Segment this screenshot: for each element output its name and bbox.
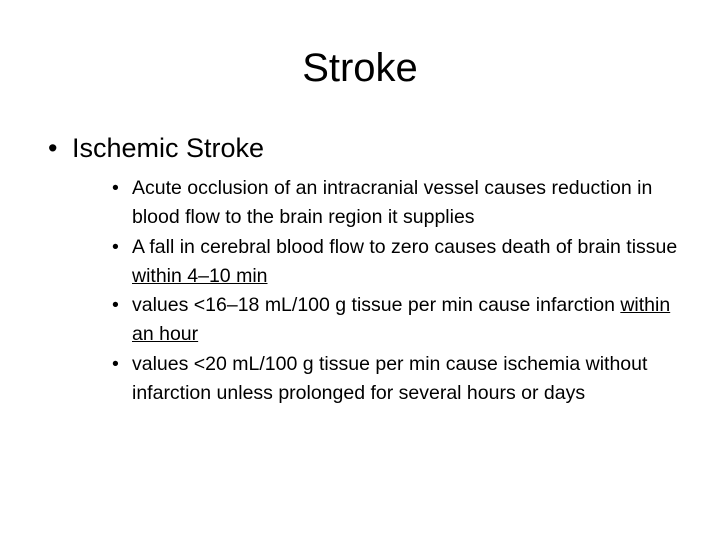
sub-bullet-item (112, 233, 692, 292)
sub-bullet-item (112, 174, 692, 233)
sub-bullet-text: values <16–18 mL/100 g tissue per min cause infarction (132, 294, 621, 317)
bullet-icon: • (112, 235, 119, 258)
sub-bullet-text: values <20 mL/100 g tissue per min cause ischemia without infarction unless prolonged for several hours or days (132, 352, 648, 405)
sub-bullet-text: A fall in cerebral blood flow to zero causes death of brain tissue (132, 235, 678, 258)
sub-bullet-item (112, 350, 692, 409)
sub-bullet-text: Acute occlusion of an intracranial vessel causes reduction in blood flow to the brain region it supplies (132, 177, 653, 229)
sub-bullet-list (112, 174, 692, 408)
bullet-icon: • (48, 133, 58, 163)
slide-title: Stroke (302, 46, 418, 90)
bullet-icon: • (112, 177, 119, 199)
bullet-level1-text: Ischemic Stroke (72, 133, 265, 163)
bullet-icon: • (112, 294, 119, 317)
sub-bullet-emphasis: within an hour (132, 294, 671, 346)
sub-bullet-emphasis: within 4–10 min (132, 264, 268, 287)
sub-bullet-item (112, 291, 692, 350)
bullet-icon: • (112, 352, 119, 375)
